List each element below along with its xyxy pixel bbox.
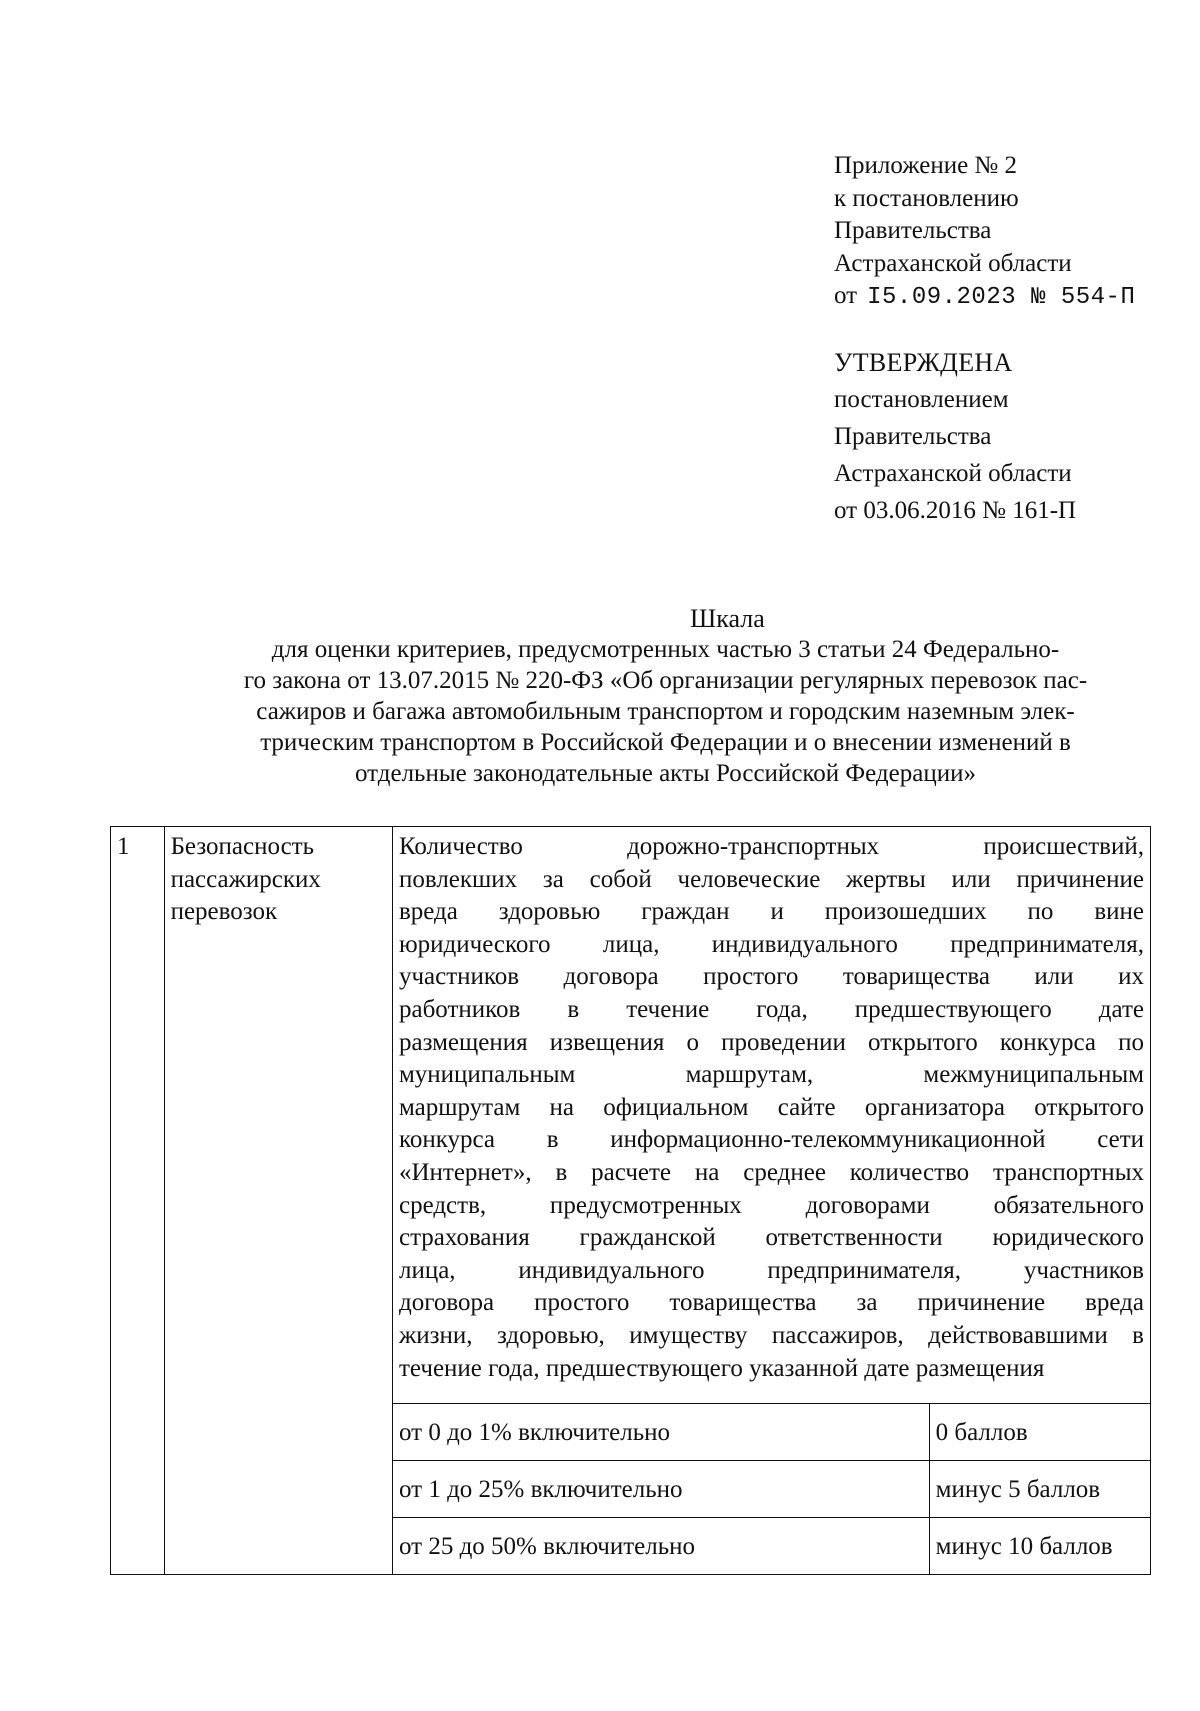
subtitle-line: для оценки критериев, предусмотренных частью 3 статьи 24 Федерально- (271, 636, 1060, 663)
approved-region: Астраханской области (834, 460, 1072, 487)
score-range: от 1 до 25% включительно (392, 1461, 929, 1518)
description-line: средств, предусмотренных договорами обязательного (398, 1191, 1144, 1219)
description-line: жизни, здоровью, имуществу пассажиров, действовавшими в (398, 1321, 1144, 1349)
appendix-number: Приложение № 2 (834, 152, 1018, 179)
description-line: юридического лица, индивидуального предпринимателя, (398, 930, 1144, 958)
score-range: от 0 до 1% включительно (392, 1404, 929, 1461)
appendix-header (834, 150, 1135, 315)
description-line: повлекших за собой человеческие жертвы или причинение (398, 865, 1144, 893)
score-points: минус 5 баллов (929, 1461, 1150, 1518)
document-subtitle (168, 634, 1163, 789)
description-line: лица, индивидуального предпринимателя, участников (398, 1256, 1144, 1284)
score-range: от 25 до 50% включительно (392, 1518, 929, 1575)
subtitle-line: отдельные законодательные акты Российской Федерации» (355, 760, 976, 787)
criterion-name-line: перевозок (170, 898, 278, 926)
description-line: размещения извещения о проведении открытого конкурса по (398, 1028, 1144, 1056)
description-line: Количество дорожно-транспортных происшествий, (398, 833, 1144, 860)
approved-date-number: от 03.06.2016 № 161-П (834, 497, 1077, 524)
description-line: муниципальным маршрутам, межмуниципальным (398, 1061, 1144, 1089)
description-line: течение года, предшествующего указанной дате размещения (398, 1354, 1045, 1382)
approved-government: Правительства (834, 423, 992, 450)
description-line: договора простого товарищества за причинение вреда (398, 1289, 1144, 1317)
appendix-date-number: I5.09.2023 № 554-П (867, 284, 1136, 311)
criterion-name-line: пассажирских (170, 865, 321, 893)
criterion-name (164, 827, 392, 1575)
criteria-table (110, 826, 1151, 1575)
subtitle-line: го закона от 13.07.2015 № 220-ФЗ «Об организации регулярных перевозок пас- (243, 667, 1088, 694)
score-points: 0 баллов (929, 1404, 1150, 1461)
approved-by-resolution: постановлением (834, 386, 1009, 413)
description-line: вреда здоровью граждан и произошедших по вине (398, 898, 1144, 926)
appendix-date-prefix: от (834, 282, 858, 309)
approved-header (834, 344, 1076, 529)
description-line: «Интернет», в расчете на среднее количество транспортных (398, 1158, 1144, 1186)
document-title: Шкала (690, 604, 765, 633)
appendix-date-line (834, 280, 1135, 315)
appendix-region: Астраханской области (834, 249, 1072, 277)
appendix-government: Правительства (834, 217, 992, 244)
subtitle-line: трическим транспортом в Российской Федерации и о внесении изменений в (260, 729, 1071, 756)
criterion-number: 1 (111, 827, 165, 1575)
subtitle-line: сажиров и багажа автомобильным транспортом и городским наземным элек- (256, 698, 1075, 725)
description-line: страхования гражданской ответственности юридического (398, 1224, 1144, 1252)
criterion-description (392, 827, 1150, 1404)
score-points: минус 10 баллов (929, 1518, 1150, 1575)
approved-title: УТВЕРЖДЕНА (834, 348, 1013, 377)
description-line: маршрутам на официальном сайте организатора открытого (398, 1093, 1144, 1121)
appendix-to-resolution: к постановлению (834, 184, 1019, 212)
description-line: конкурса в информационно-телекоммуникационной сети (398, 1126, 1144, 1154)
description-line: участников договора простого товарищества или их (398, 963, 1144, 991)
criterion-name-line: Безопасность (170, 833, 315, 860)
description-line: работников в течение года, предшествующего дате (398, 995, 1144, 1023)
table-row (111, 827, 1151, 1404)
